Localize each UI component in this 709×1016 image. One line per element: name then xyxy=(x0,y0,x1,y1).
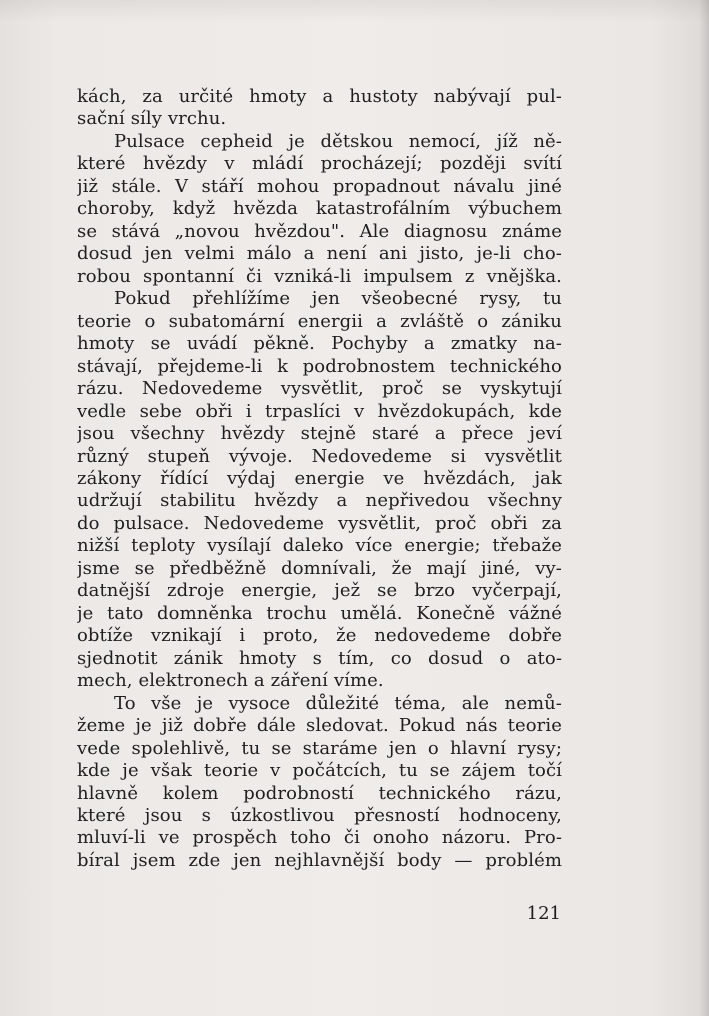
text-line: již stále. V stáří mohou propadnout návalu jiné xyxy=(77,175,562,197)
text-line: obtíže vznikají i proto, že nedovedeme dobře xyxy=(77,625,562,647)
page-right-edge xyxy=(699,0,709,1016)
text-line: datnější zdroje energie, jež se brzo vyčerpají, xyxy=(77,580,562,602)
text-line: jsme se předběžně domnívali, že mají jiné, vy- xyxy=(77,557,562,579)
text-line: je tato domněnka trochu umělá. Konečně vážné xyxy=(77,602,562,624)
text-line: zákony řídící výdaj energie ve hvězdách, jak xyxy=(77,467,562,489)
text-line: Pokud přehlížíme jen všeobecné rysy, tu xyxy=(114,288,562,310)
text-line: kde je však teorie v počátcích, tu se zájem točí xyxy=(77,760,562,782)
text-line: sační síly vrchu. xyxy=(77,108,227,130)
text-line: udržují stabilitu hvězdy a nepřivedou všechny xyxy=(77,490,562,512)
text-line: které jsou s úzkostlivou přesností hodnoceny, xyxy=(77,805,562,826)
text-line: různý stupeň vývoje. Nedovedeme si vysvětlit xyxy=(77,445,562,467)
text-line: jsou všechny hvězdy stejně staré a přece jeví xyxy=(77,423,562,445)
text-line: kách, za určité hmoty a hustoty nabývají pul- xyxy=(77,86,562,107)
text-line: To vše je vysoce důležité téma, ale nemů- xyxy=(114,692,562,714)
text-line: rázu. Nedovedeme vysvětlit, proč se vyskytují xyxy=(77,378,562,400)
text-line: bíral jsem zde jen nejhlavnější body — problém xyxy=(77,849,562,871)
text-line: do pulsace. Nedovedeme vysvětlit, proč obři za xyxy=(77,512,562,534)
text-line: sjednotit zánik hmoty s tím, co dosud o ato- xyxy=(77,647,562,669)
text-line: robou spontanní či vzniká-li impulsem z vnějška. xyxy=(77,265,562,287)
text-line: teorie o subatomární energii a zvláště o zániku xyxy=(77,310,562,332)
text-line: mech, elektronech a záření víme. xyxy=(77,670,384,692)
body-text xyxy=(77,86,562,872)
text-line: mluví-li ve prospěch toho či onoho názoru. Pro- xyxy=(77,827,562,849)
text-line: se stává „novou hvězdou". Ale diagnosu známe xyxy=(77,220,562,242)
page-number: 121 xyxy=(526,903,561,924)
page-top-shadow xyxy=(0,0,709,22)
text-line: dosud jen velmi málo a není ani jisto, je-li cho- xyxy=(77,243,562,265)
text-line: žeme je již dobře dále sledovat. Pokud nás teorie xyxy=(77,715,562,737)
text-line: vedle sebe obři i trpaslíci v hvězdokupách, kde xyxy=(77,400,562,422)
text-line: choroby, když hvězda katastrofálním výbuchem xyxy=(77,198,562,220)
text-line: hmoty se uvádí pěkně. Pochyby a zmatky na- xyxy=(77,333,562,355)
text-line: stávají, přejdeme-li k podrobnostem technického xyxy=(77,355,562,377)
text-line: Pulsace cepheid je dětskou nemocí, jíž ně- xyxy=(114,130,562,152)
text-line: hlavně kolem podrobností technického rázu, xyxy=(77,782,562,804)
text-line: nižší teploty vysílají daleko více energie; třebaže xyxy=(77,535,562,557)
text-line: vede spolehlivě, tu se staráme jen o hlavní rysy; xyxy=(77,737,562,759)
text-line: které hvězdy v mládí procházejí; později svítí xyxy=(77,153,562,175)
